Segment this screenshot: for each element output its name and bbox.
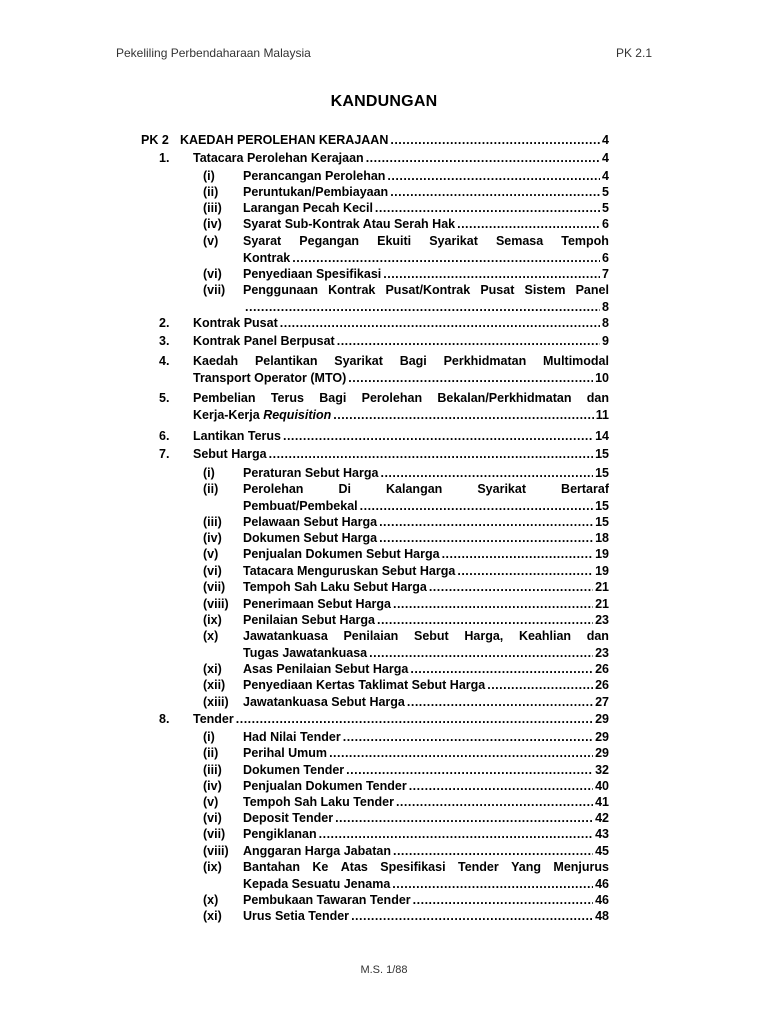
dot-leader	[410, 661, 593, 677]
toc-entry-title: Perancangan Perolehan	[243, 169, 386, 183]
toc-entry-title: Had Nilai Tender	[243, 730, 341, 744]
dot-leader	[333, 407, 594, 423]
toc-entry-line[interactable]	[180, 132, 609, 148]
dot-leader	[380, 465, 593, 481]
toc-entry-title	[193, 407, 331, 423]
toc-entry-number: (vi)	[203, 267, 222, 281]
toc-entry-title-italic: Requisition	[263, 408, 332, 422]
toc-entry-line[interactable]	[193, 370, 609, 386]
dot-leader	[283, 428, 593, 444]
toc-entry-title: Pelawaan Sebut Harga	[243, 515, 378, 529]
toc-entry-line[interactable]	[243, 168, 609, 184]
toc-entry-title: Tatacara Perolehan Kerajaan	[193, 151, 364, 165]
toc-entry-title-line: Bantahan Ke Atas Spesifikasi Tender Yang Menjurus	[243, 860, 609, 874]
toc-entry-line[interactable]	[243, 266, 609, 282]
page-footer: M.S. 1/88	[360, 964, 408, 976]
toc-entry-title: Perihal Umum	[243, 746, 328, 760]
toc-page-number: 10	[595, 371, 609, 385]
toc-page-number: 19	[595, 564, 609, 578]
toc-entry-number: (xii)	[203, 678, 226, 692]
dot-leader	[375, 200, 600, 216]
toc-entry-line[interactable]	[243, 250, 609, 266]
toc-entry-number: (ix)	[203, 613, 222, 627]
toc-page-number: 19	[595, 547, 609, 561]
toc-entry-title: Penerimaan Sebut Harga	[243, 597, 391, 611]
dot-leader	[245, 299, 600, 315]
dot-leader	[343, 729, 593, 745]
toc-entry-number: (ii)	[203, 185, 219, 199]
toc-page-number: 5	[602, 201, 609, 215]
toc-page-number: 15	[595, 466, 609, 480]
running-header-title: Pekeliling Perbendaharaan Malaysia	[116, 46, 311, 60]
toc-entry-number: (v)	[203, 234, 219, 248]
toc-entry-title: Penyediaan Spesifikasi	[243, 267, 382, 281]
toc-entry-title-line: Penggunaan Kontrak Pusat/Kontrak Pusat Sistem Panel	[243, 283, 609, 297]
toc-entry-line[interactable]	[243, 677, 609, 693]
toc-entry-number: (vii)	[203, 580, 226, 594]
dot-leader	[429, 579, 593, 595]
toc-entry-number: (vi)	[203, 811, 222, 825]
toc-entry-title: Dokumen Sebut Harga	[243, 531, 378, 545]
toc-page-number: 29	[595, 730, 609, 744]
toc-page-number: 15	[595, 515, 609, 529]
toc-entry-line[interactable]	[243, 465, 609, 481]
dot-leader	[366, 150, 600, 166]
toc-page-number: 6	[602, 217, 609, 231]
toc-entry-title: Kontrak Pusat	[193, 316, 278, 330]
toc-entry-title: Kontrak Panel Berpusat	[193, 334, 335, 348]
toc-entry-title: Transport Operator (MTO)	[193, 371, 347, 385]
toc-page-number: 27	[595, 695, 609, 709]
toc-entry-title-line: Jawatankuasa Penilaian Sebut Harga, Keahlian dan	[243, 629, 609, 643]
toc-entry-number: (x)	[203, 893, 219, 907]
toc-entry-number: (i)	[203, 730, 215, 744]
toc-entry-title: Pembukaan Tawaran Tender	[243, 893, 411, 907]
toc-entry-line[interactable]	[243, 745, 609, 761]
toc-entry-title: Dokumen Tender	[243, 763, 345, 777]
toc-entry-line[interactable]	[193, 428, 609, 444]
toc-entry-line[interactable]	[243, 876, 609, 892]
toc-entry-line[interactable]	[243, 729, 609, 745]
dot-leader	[346, 762, 593, 778]
toc-entry-line[interactable]	[243, 810, 609, 826]
toc-entry-number: 1.	[159, 151, 170, 165]
toc-entry-title: Peruntukan/Pembiayaan	[243, 185, 389, 199]
page-title: KANDUNGAN	[330, 93, 438, 110]
toc-entry-title-line: Kaedah Pelantikan Syarikat Bagi Perkhidmatan Multimodal	[193, 354, 609, 368]
toc-page-number: 23	[595, 646, 609, 660]
toc-entry-line[interactable]	[243, 908, 609, 924]
toc-entry-number: (iv)	[203, 779, 222, 793]
toc-entry-number: 5.	[159, 391, 170, 405]
toc-entry-number: (vii)	[203, 827, 226, 841]
dot-leader	[409, 778, 593, 794]
toc-entry-title: Penjualan Dokumen Tender	[243, 779, 407, 793]
dot-leader	[351, 908, 593, 924]
dot-leader	[442, 546, 594, 562]
toc-entry-number: (vii)	[203, 283, 226, 297]
toc-entry-line[interactable]	[243, 216, 609, 232]
toc-entry-title: Lantikan Terus	[193, 429, 281, 443]
toc-page-number: 14	[595, 429, 609, 443]
toc-entry-title: Larangan Pecah Kecil	[243, 201, 373, 215]
toc-entry-line[interactable]	[193, 150, 609, 166]
toc-entry-line[interactable]	[193, 446, 609, 462]
toc-entry-number: 2.	[159, 316, 170, 330]
toc-page-number: 15	[595, 499, 609, 513]
dot-leader	[337, 333, 600, 349]
toc-entry-title: Pengiklanan	[243, 827, 317, 841]
toc-entry-number: (v)	[203, 795, 219, 809]
toc-entry-title-text: Kerja-Kerja	[193, 408, 264, 422]
toc-entry-line[interactable]	[243, 694, 609, 710]
toc-entry-number: (iv)	[203, 217, 222, 231]
toc-entry-title: Syarat Sub-Kontrak Atau Serah Hak	[243, 217, 456, 231]
toc-entry-number: (i)	[203, 466, 215, 480]
toc-entry-line[interactable]	[243, 661, 609, 677]
toc-entry-title: Tatacara Menguruskan Sebut Harga	[243, 564, 456, 578]
toc-entry-line[interactable]	[243, 563, 609, 579]
toc-page-number: 29	[595, 746, 609, 760]
toc-entry-line[interactable]	[193, 333, 609, 349]
toc-entry-title: Jawatankuasa Sebut Harga	[243, 695, 405, 709]
toc-entry-title: Deposit Tender	[243, 811, 334, 825]
running-header-section: PK 2.1	[615, 46, 652, 60]
toc-entry-number: (iii)	[203, 515, 222, 529]
toc-page-number: 8	[602, 300, 609, 314]
toc-entry-line[interactable]	[243, 826, 609, 842]
dot-leader	[377, 612, 593, 628]
toc-entry-title: Tempoh Sah Laku Sebut Harga	[243, 580, 427, 594]
toc-entry-line[interactable]	[193, 407, 609, 423]
toc-page-number: 15	[595, 447, 609, 461]
toc-page-number: 40	[595, 779, 609, 793]
dot-leader	[292, 250, 600, 266]
dot-leader	[392, 876, 593, 892]
toc-entry-line[interactable]	[243, 514, 609, 530]
toc-entry-title: Penjualan Dokumen Sebut Harga	[243, 547, 440, 561]
toc-entry-line[interactable]	[243, 762, 609, 778]
dot-leader	[280, 315, 600, 331]
toc-page-number: 9	[602, 334, 609, 348]
toc-page-number: 45	[595, 844, 609, 858]
dot-leader	[369, 645, 593, 661]
toc-page-number: 48	[595, 909, 609, 923]
toc-entry-line[interactable]	[243, 843, 609, 859]
dot-leader	[413, 892, 593, 908]
toc-entry-line[interactable]	[243, 645, 609, 661]
toc-page-number: 11	[595, 408, 609, 422]
toc-entry-number: (i)	[203, 169, 215, 183]
toc-entry-number: (x)	[203, 629, 219, 643]
dot-leader	[360, 498, 593, 514]
toc-entry-line[interactable]	[243, 498, 609, 514]
toc-entry-title: Anggaran Harga Jabatan	[243, 844, 391, 858]
toc-entry-title: Peraturan Sebut Harga	[243, 466, 379, 480]
toc-entry-number: (xi)	[203, 662, 222, 676]
toc-entry-line[interactable]	[243, 299, 609, 315]
toc-entry-title: Asas Penilaian Sebut Harga	[243, 662, 409, 676]
toc-entry-line[interactable]	[243, 546, 609, 562]
toc-entry-number: (iii)	[203, 201, 222, 215]
toc-page-number: 46	[595, 877, 609, 891]
dot-leader	[457, 563, 593, 579]
toc-page-number: 46	[595, 893, 609, 907]
toc-page-number: 18	[595, 531, 609, 545]
dot-leader	[457, 216, 600, 232]
toc-entry-line[interactable]	[243, 200, 609, 216]
dot-leader	[396, 794, 593, 810]
toc-entry-title: Kontrak	[243, 251, 291, 265]
toc-page-number: 29	[595, 712, 609, 726]
dot-leader	[387, 168, 600, 184]
toc-page-number: 23	[595, 613, 609, 627]
toc-entry-title-line: Perolehan Di Kalangan Syarikat Bertaraf	[243, 482, 609, 496]
toc-entry-number: (ii)	[203, 746, 219, 760]
toc-entry-number: 4.	[159, 354, 170, 368]
toc-entry-title: Pembuat/Pembekal	[243, 499, 358, 513]
toc-entry-line[interactable]	[243, 794, 609, 810]
toc-entry-line[interactable]	[193, 711, 609, 727]
toc-entry-number: (iv)	[203, 531, 222, 545]
toc-page-number: 5	[602, 185, 609, 199]
toc-page-number: 6	[602, 251, 609, 265]
dot-leader	[348, 370, 593, 386]
toc-entry-title-line: Pembelian Terus Bagi Perolehan Bekalan/Perkhidmatan dan	[193, 391, 609, 405]
toc-entry-title-line: Syarat Pegangan Ekuiti Syarikat Semasa Tempoh	[243, 234, 609, 248]
toc-page-number: 21	[595, 597, 609, 611]
toc-page-number: 4	[602, 169, 609, 183]
toc-page-number: 7	[602, 267, 609, 281]
dot-leader	[329, 745, 593, 761]
toc-entry-number: (iii)	[203, 763, 222, 777]
toc-entry-title: Penyediaan Kertas Taklimat Sebut Harga	[243, 678, 486, 692]
dot-leader	[379, 514, 593, 530]
toc-entry-number: (xi)	[203, 909, 222, 923]
toc-entry-title: Kepada Sesuatu Jenama	[243, 877, 391, 891]
toc-entry-number: (ix)	[203, 860, 222, 874]
dot-leader	[393, 596, 593, 612]
toc-page-number: 32	[595, 763, 609, 777]
dot-leader	[379, 530, 593, 546]
dot-leader	[335, 810, 593, 826]
dot-leader	[407, 694, 593, 710]
toc-page-number: 26	[595, 678, 609, 692]
dot-leader	[390, 132, 600, 148]
toc-entry-number: 3.	[159, 334, 170, 348]
toc-page-number: 26	[595, 662, 609, 676]
toc-entry-title: Tempoh Sah Laku Tender	[243, 795, 394, 809]
toc-page-number: 21	[595, 580, 609, 594]
toc-entry-line[interactable]	[243, 184, 609, 200]
toc-entry-title: Sebut Harga	[193, 447, 267, 461]
toc-entry-number: 7.	[159, 447, 170, 461]
dot-leader	[236, 711, 593, 727]
toc-entry-number: PK 2	[141, 133, 169, 147]
toc-entry-line[interactable]	[193, 315, 609, 331]
toc-entry-title: Tugas Jawatankuasa	[243, 646, 368, 660]
toc-entry-title: Tender	[193, 712, 234, 726]
dot-leader	[390, 184, 600, 200]
toc-entry-number: (ii)	[203, 482, 219, 496]
toc-entry-line[interactable]	[243, 530, 609, 546]
dot-leader	[487, 677, 593, 693]
toc-page-number: 4	[602, 133, 609, 147]
toc-page-number: 43	[595, 827, 609, 841]
toc-page-number: 8	[602, 316, 609, 330]
toc-entry-title: KAEDAH PEROLEHAN KERAJAAN	[180, 133, 389, 147]
toc-entry-title: Penilaian Sebut Harga	[243, 613, 375, 627]
dot-leader	[393, 843, 593, 859]
toc-page-number: 41	[595, 795, 609, 809]
toc-entry-title: Urus Setia Tender	[243, 909, 350, 923]
dot-leader	[319, 826, 593, 842]
toc-page-number: 42	[595, 811, 609, 825]
toc-entry-line[interactable]	[243, 612, 609, 628]
toc-entry-number: (viii)	[203, 597, 229, 611]
toc-entry-number: (viii)	[203, 844, 229, 858]
toc-entry-number: (v)	[203, 547, 219, 561]
toc-entry-line[interactable]	[243, 579, 609, 595]
toc-entry-line[interactable]	[243, 778, 609, 794]
dot-leader	[383, 266, 600, 282]
toc-entry-number: 8.	[159, 712, 170, 726]
toc-entry-number: (vi)	[203, 564, 222, 578]
toc-page-number: 4	[602, 151, 609, 165]
dot-leader	[269, 446, 593, 462]
toc-entry-number: 6.	[159, 429, 170, 443]
toc-entry-line[interactable]	[243, 892, 609, 908]
toc-entry-number: (xiii)	[203, 695, 229, 709]
toc-entry-line[interactable]	[243, 596, 609, 612]
